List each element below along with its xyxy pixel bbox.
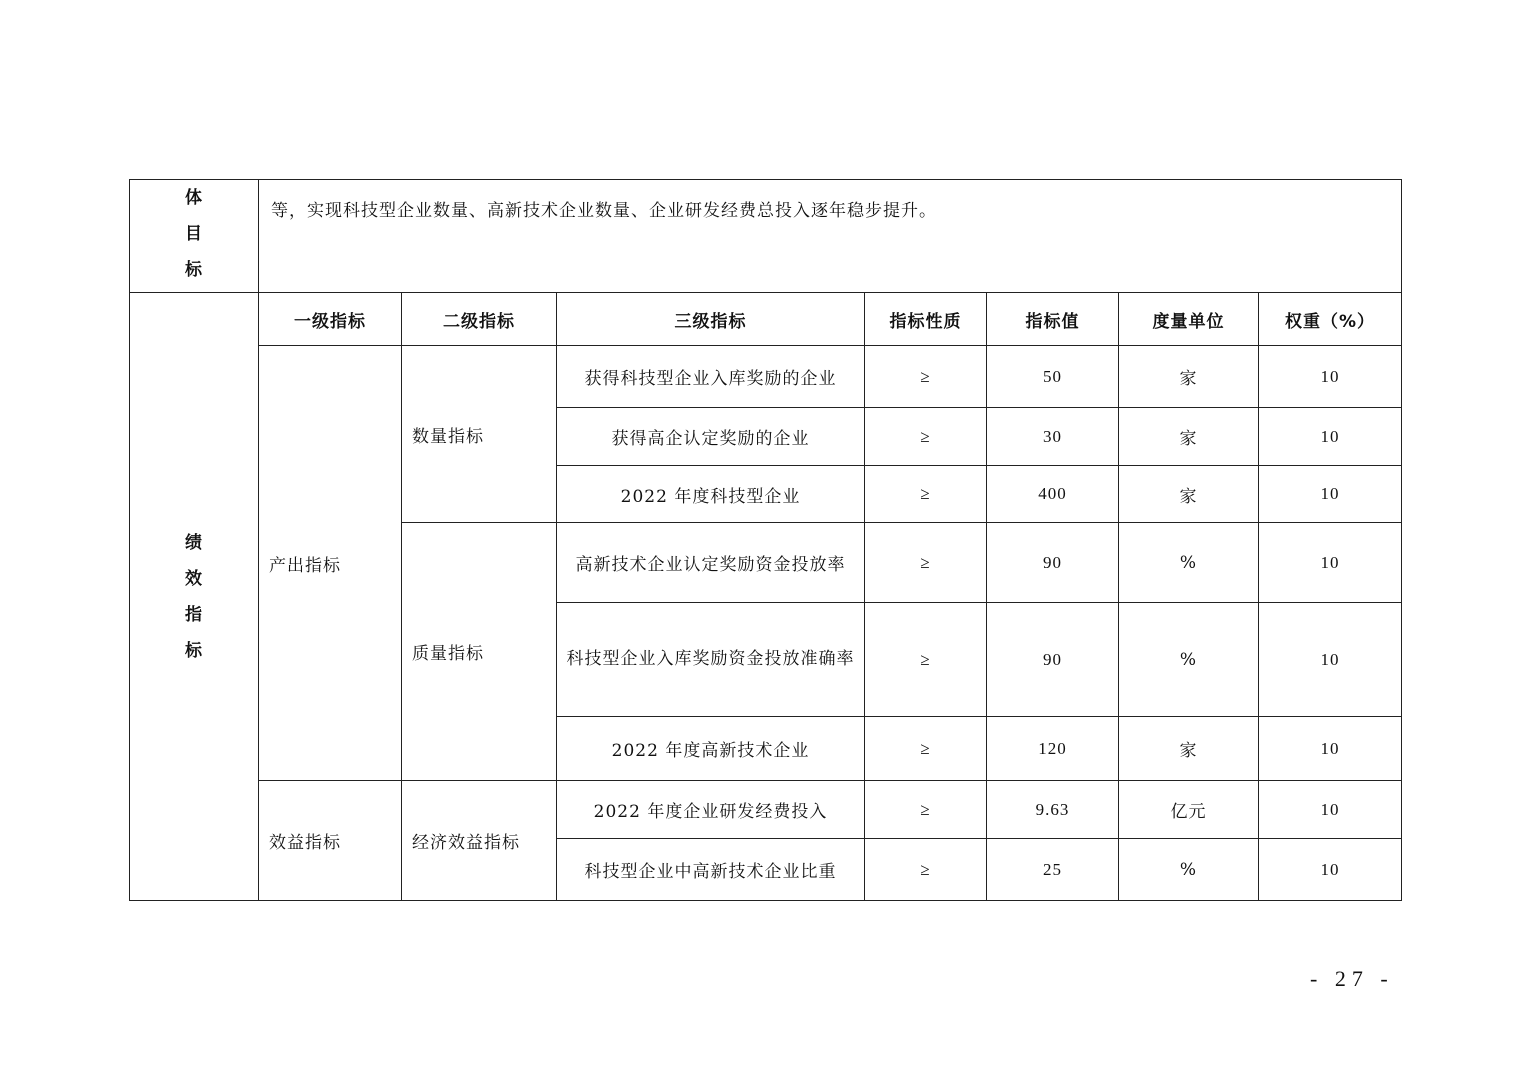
indicator-op: ≥	[865, 717, 987, 781]
indicator-weight: 10	[1259, 346, 1402, 408]
header-row	[130, 293, 1402, 346]
indicator-name: 获得高企认定奖励的企业	[557, 408, 865, 466]
indicator-unit: 家	[1119, 346, 1259, 408]
indicator-op: ≥	[865, 523, 987, 603]
indicator-op: ≥	[865, 466, 987, 523]
indicator-weight: 10	[1259, 523, 1402, 603]
indicator-weight: 10	[1259, 408, 1402, 466]
indicator-op: ≥	[865, 346, 987, 408]
level1-benefit: 效益指标	[259, 781, 402, 901]
header-unit: 度量单位	[1119, 293, 1259, 346]
perf-label-cell	[130, 293, 259, 901]
indicator-weight: 10	[1259, 603, 1402, 717]
indicator-value: 30	[987, 408, 1119, 466]
performance-table-container	[129, 179, 1401, 901]
indicator-unit: 亿元	[1119, 781, 1259, 839]
indicator-name: 2022 年度科技型企业	[557, 466, 865, 523]
level2-economic: 经济效益指标	[402, 781, 557, 901]
indicator-value: 25	[987, 839, 1119, 901]
indicator-op: ≥	[865, 603, 987, 717]
indicator-name: 高新技术企业认定奖励资金投放率	[557, 523, 865, 603]
indicator-op: ≥	[865, 408, 987, 466]
indicator-name: 2022 年度高新技术企业	[557, 717, 865, 781]
page-number: - 27 -	[1310, 966, 1394, 991]
goal-text-cell	[259, 180, 1402, 293]
indicator-value: 400	[987, 466, 1119, 523]
indicator-value: 90	[987, 603, 1119, 717]
indicator-name: 科技型企业入库奖励资金投放准确率	[566, 649, 855, 669]
indicator-weight: 10	[1259, 466, 1402, 523]
indicator-name: 2022 年度企业研发经费投入	[557, 781, 865, 839]
indicator-name-cell	[557, 603, 865, 717]
performance-table	[129, 179, 1402, 901]
level2-quantity: 数量指标	[402, 346, 557, 523]
table-row	[130, 346, 1402, 408]
indicator-unit: 家	[1119, 466, 1259, 523]
goal-text: 等，实现科技型企业数量、高新技术企业数量、企业研发经费总投入逐年稳步提升。	[271, 201, 937, 221]
indicator-unit: %	[1119, 603, 1259, 717]
indicator-weight: 10	[1259, 717, 1402, 781]
indicator-weight: 10	[1259, 839, 1402, 901]
header-level2: 二级指标	[402, 293, 557, 346]
indicator-weight: 10	[1259, 781, 1402, 839]
indicator-unit: %	[1119, 523, 1259, 603]
indicator-name: 科技型企业中高新技术企业比重	[557, 839, 865, 901]
indicator-unit: 家	[1119, 408, 1259, 466]
level1-output: 产出指标	[259, 346, 402, 781]
indicator-value: 120	[987, 717, 1119, 781]
header-level3: 三级指标	[557, 293, 865, 346]
indicator-value: 50	[987, 346, 1119, 408]
level2-quality: 质量指标	[402, 523, 557, 781]
header-nature: 指标性质	[865, 293, 987, 346]
goal-label: 体目标	[185, 188, 203, 280]
header-value: 指标值	[987, 293, 1119, 346]
table-row	[130, 781, 1402, 839]
indicator-unit: %	[1119, 839, 1259, 901]
header-level1: 一级指标	[259, 293, 402, 346]
goal-row	[130, 180, 1402, 293]
indicator-op: ≥	[865, 839, 987, 901]
perf-label: 绩效指标	[185, 532, 203, 661]
indicator-value: 90	[987, 523, 1119, 603]
indicator-name: 获得科技型企业入库奖励的企业	[557, 346, 865, 408]
indicator-op: ≥	[865, 781, 987, 839]
indicator-value: 9.63	[987, 781, 1119, 839]
goal-label-cell	[130, 180, 259, 293]
header-weight: 权重（%）	[1259, 293, 1402, 346]
indicator-unit: 家	[1119, 717, 1259, 781]
